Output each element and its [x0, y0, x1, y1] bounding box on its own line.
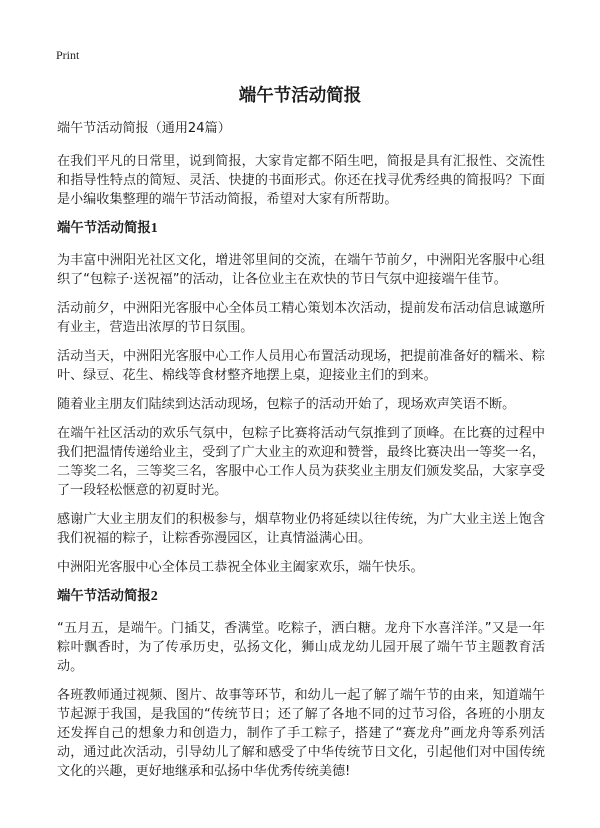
- section-heading-number: 2: [150, 589, 158, 604]
- paragraph: 感谢广大业主朋友们的积极参与，烟草物业仍将延续以往传统，为广大业主送上饱含我们祝福的粽子，让粽香弥漫园区，让真情溢满心田。: [57, 512, 545, 546]
- paragraph: 中洲阳光客服中心全体员工恭祝全体业主阖家欢乐，端午快乐。: [57, 560, 424, 575]
- paragraph: 各班教师通过视频、图片、故事等环节，和幼儿一起了解了端午节的由来，知道端午节起源于我国，是我国的“传统节日；还了解了各地不同的过节习俗，各班的小朋友还发挥自己的想象力和创造力，制作了手工粽子，搭建了“赛龙舟”画龙舟等系列活动，通过此次活动，引导幼儿了解和感受了中华传统节日文化，引起他们对中国传统文化的兴趣，更好地继承和弘扬中华优秀传统美德!: [57, 688, 545, 779]
- article-subtitle: 端午节活动简报（通用24篇）: [57, 121, 231, 136]
- paragraph: 随着业主朋友们陆续到达活动现场，包粽子的活动开始了，现场欢声笑语不断。: [57, 397, 516, 412]
- intro-paragraph: 在我们平凡的日常里，说到简报，大家肯定都不陌生吧，简报是具有汇报性、交流性和指导性特点的简短、灵活、快捷的书面形式。你还在找寻优秀经典的简报吗？下面是小编收集整理的端午节活动简报，希望对大家有所帮助。: [57, 154, 545, 207]
- paragraph: “五月五，是端午。门插艾，香满堂。吃粽子，洒白糖。龙舟下水喜洋洋。”又是一年粽叶飘香时，为了传承历史，弘扬文化，狮山成龙幼儿园开展了端午节主题教育活动。: [57, 621, 545, 674]
- section-1: [57, 219, 545, 577]
- paragraph: 活动当天，中洲阳光客服中心工作人员用心布置活动现场，把提前准备好的糯米、粽叶、绿豆、花生、棉线等食材整齐地摆上桌，迎接业主们的到来。: [57, 349, 545, 383]
- article-body: [57, 119, 545, 791]
- print-link[interactable]: Print: [56, 48, 80, 62]
- section-heading-text: 端午节活动简报: [57, 589, 151, 604]
- section-heading: [57, 219, 545, 238]
- section-heading: [57, 587, 545, 606]
- paragraph: 在端午社区活动的欢乐气氛中，包粽子比赛将活动气氛推到了顶峰。在比赛的过程中我们把温情传递给业主，受到了广大业主的欢迎和赞誉，最终比赛决出一等奖一名，二等奖二名，三等奖三名，客服中心工作人员为获奖业主朋友们颁发奖品，大家享受了一段轻松惬意的初夏时光。: [57, 426, 545, 498]
- page-title: 端午节活动简报: [238, 86, 362, 106]
- section-heading-number: 1: [150, 221, 158, 236]
- section-heading-text: 端午节活动简报: [57, 221, 151, 236]
- section-2: [57, 587, 545, 781]
- paragraph: 活动前夕，中洲阳光客服中心全体员工精心策划本次活动，提前发布活动信息诚邀所有业主，营造出浓厚的节日氛围。: [57, 301, 545, 335]
- paragraph: 为丰富中洲阳光社区文化，增进邻里间的交流，在端午节前夕，中洲阳光客服中心组织了“包粽子·送祝福”的活动，让各位业主在欢快的节日气氛中迎接端午佳节。: [57, 253, 545, 287]
